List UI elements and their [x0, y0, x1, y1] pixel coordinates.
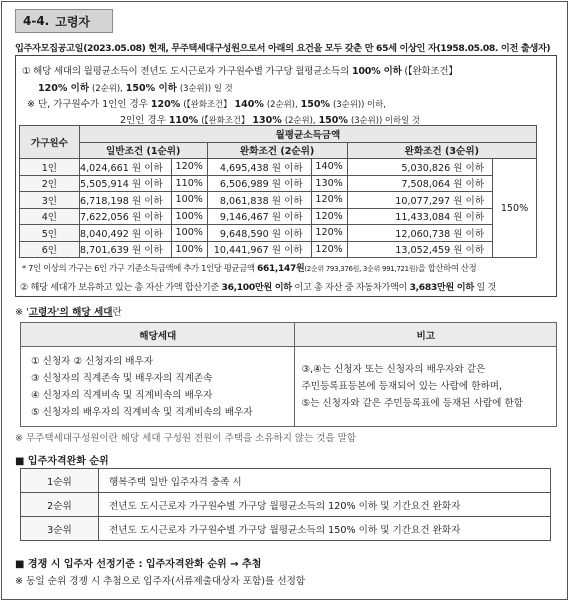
- general-amount: 7,622,056 원 이하: [79, 208, 171, 225]
- household-heading: ※ '고령자'의 해당 세대란: [15, 307, 122, 318]
- general-pct: 100%: [171, 208, 207, 225]
- selection-note: ※ 동일 순위 경쟁 시 추첨으로 입주자(서류제출대상자 포함)를 선정함: [15, 576, 306, 587]
- table-row: [21, 517, 551, 541]
- list-item: 주민등록표등본에 등재되어 있는 사람에 한하며,: [301, 381, 503, 392]
- relax3-pct: 150%: [493, 159, 537, 258]
- relax2-amount: 6,506,989 원 이하: [207, 175, 311, 192]
- table-row: [20, 192, 537, 209]
- col-group-header: 월평균소득금액: [79, 126, 536, 143]
- table-row: [20, 175, 537, 192]
- relax-rank-heading: ■ 입주자격완화 순위: [15, 456, 109, 467]
- list-item: ③,④는 신청자 또는 신청자의 배우자와 같은: [301, 364, 486, 375]
- relax2-pct: 120%: [311, 241, 347, 258]
- general-pct: 100%: [171, 241, 207, 258]
- members-cell: 5인: [20, 225, 80, 242]
- relax2-amount: 9,648,590 원 이하: [207, 225, 311, 242]
- note-seven-plus: * 7인 이상의 가구는 6인 가구 기준소득금액에 추가 1인당 평균금액 661,147원(2순위 793,376원, 3순위 991,721원)을 합산하여 산정: [22, 263, 477, 274]
- relax-rank-table: [20, 468, 551, 541]
- table-row: [21, 493, 551, 517]
- list-item: ④ 신청자의 직계비속 및 직계비속의 배우자: [31, 389, 213, 401]
- relax3-amount: 7,508,064 원 이하: [347, 175, 493, 192]
- general-pct: 100%: [171, 192, 207, 209]
- relax2-pct: 140%: [311, 159, 347, 176]
- relax2-pct: 120%: [311, 192, 347, 209]
- col-members-header: 가구원수: [20, 126, 80, 159]
- table-row: [20, 159, 537, 176]
- household-remarks-cell: [295, 347, 557, 427]
- relax3-amount: 13,052,459 원 이하: [347, 241, 493, 258]
- section-header: [15, 9, 113, 33]
- relax2-amount: 4,695,438 원 이하: [207, 159, 311, 176]
- general-amount: 6,718,198 원 이하: [79, 192, 171, 209]
- list-item: ① 신청자 ② 신청자의 배우자: [31, 355, 154, 367]
- intro-text: 입주자모집공고일(2023.05.08) 현재, 무주택세대구성원으로서 아래의 요건을 모두 갖춘 만 65세 이상인 자(1958.05.08. 이전 출생자): [15, 43, 551, 54]
- table-row: [20, 208, 537, 225]
- household-members-cell: [21, 347, 295, 427]
- note-homeless-members: ※ 무주택세대구성원이란 해당 세대 구성원 전원이 주택을 소유하지 않는 것을 말함: [15, 433, 356, 444]
- relax2-amount: 10,441,967 원 이하: [207, 241, 311, 258]
- relax3-amount: 10,077,297 원 이하: [347, 192, 493, 209]
- relax2-pct: 130%: [311, 175, 347, 192]
- relax3-amount: 11,433,084 원 이하: [347, 208, 493, 225]
- members-cell: 1인: [20, 159, 80, 176]
- rank-desc-cell: 전년도 도시근로자 가구원수별 가구당 월평균소득의 120% 이하 및 기간요건 완화자: [99, 493, 551, 517]
- rank-desc-cell: 전년도 도시근로자 가구원수별 가구당 월평균소득의 150% 이하 및 기간요건 완화자: [99, 517, 551, 541]
- col-household-header: 해당세대: [21, 323, 295, 347]
- general-amount: 8,701,639 원 이하: [79, 241, 171, 258]
- criteria-line-1: ① 해당 세대의 월평균소득이 전년도 도시근로자 가구원수별 가구당 월평균소득의 100% 이하 (【완화조건】: [22, 66, 458, 77]
- household-table: [20, 322, 557, 427]
- members-cell: 6인: [20, 241, 80, 258]
- selection-heading: ■ 경쟁 시 입주자 선정기준 : 입주자격완화 순위 → 추첨: [15, 559, 262, 570]
- list-item: ⑤ 신청자의 배우자의 직계비속 및 직계비속의 배우자: [31, 406, 253, 418]
- members-cell: 2인: [20, 175, 80, 192]
- criteria-line-4: 2인인 경우 110% (【완화조건】 130% (2순위), 150% (3순위)) 이하일 것: [120, 115, 420, 126]
- col-general-header: 일반조건 (1순위): [79, 142, 207, 159]
- general-amount: 5,505,914 원 이하: [79, 175, 171, 192]
- relax2-pct: 120%: [311, 208, 347, 225]
- rank-desc-cell: 행복주택 일반 입주자격 충족 시: [99, 469, 551, 493]
- general-amount: 8,040,492 원 이하: [79, 225, 171, 242]
- table-row: [20, 225, 537, 242]
- section-title: 고령자: [55, 14, 91, 29]
- rank-cell: 1순위: [21, 469, 99, 493]
- members-cell: 3인: [20, 192, 80, 209]
- income-table: [19, 125, 537, 258]
- rank-cell: 3순위: [21, 517, 99, 541]
- general-pct: 110%: [171, 175, 207, 192]
- relax2-amount: 9,146,467 원 이하: [207, 208, 311, 225]
- members-cell: 4인: [20, 208, 80, 225]
- general-pct: 100%: [171, 225, 207, 242]
- relax2-pct: 120%: [311, 225, 347, 242]
- general-amount: 4,024,661 원 이하: [79, 159, 171, 176]
- relax3-amount: 12,060,738 원 이하: [347, 225, 493, 242]
- col-remarks-header: 비고: [295, 323, 557, 347]
- rank-cell: 2순위: [21, 493, 99, 517]
- section-number: 4-4.: [23, 14, 50, 28]
- list-item: ⑤는 신청자와 같은 주민등록표에 등재된 사람에 한함: [301, 398, 523, 409]
- relax2-amount: 8,061,838 원 이하: [207, 192, 311, 209]
- asset-criteria: ② 해당 세대가 보유하고 있는 총 자산 가액 합산기준 36,100만원 이하 이고 총 자산 중 자동차가액이 3,683만원 이하 일 것: [20, 282, 497, 293]
- general-pct: 120%: [171, 159, 207, 176]
- table-row: [20, 241, 537, 258]
- col-relax3-header: 완화조건 (3순위): [347, 142, 536, 159]
- table-row: [21, 469, 551, 493]
- relax3-amount: 5,030,826 원 이하: [347, 159, 493, 176]
- list-item: ③ 신청자의 직계존속 및 배우자의 직계존속: [31, 372, 213, 384]
- criteria-line-3: ※ 단, 가구원수가 1인인 경우 120% (【완화조건】 140% (2순위), 150% (3순위)) 이하,: [27, 99, 386, 110]
- col-relax2-header: 완화조건 (2순위): [207, 142, 347, 159]
- criteria-line-2: 120% 이하 (2순위), 150% 이하 (3순위)) 일 것: [38, 83, 233, 94]
